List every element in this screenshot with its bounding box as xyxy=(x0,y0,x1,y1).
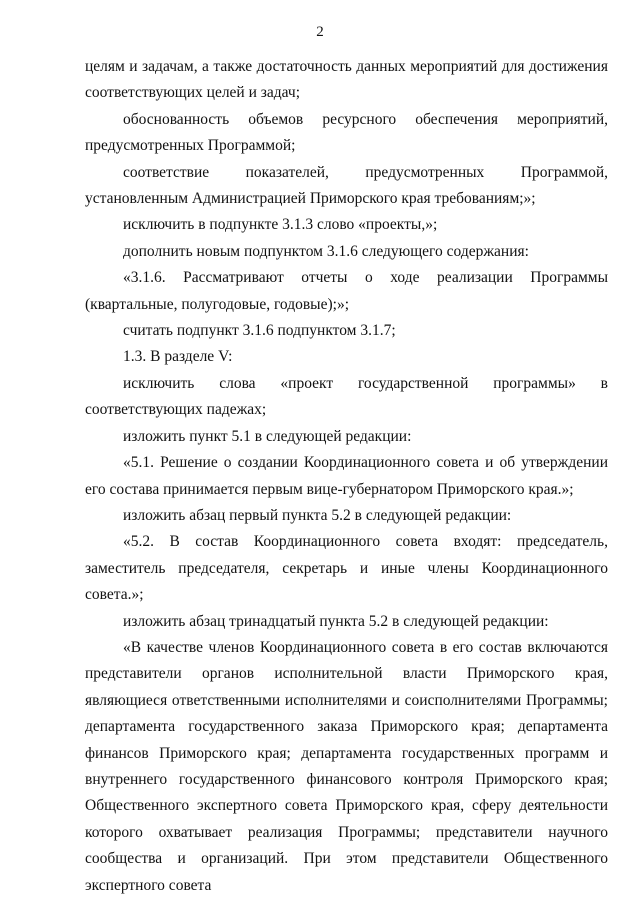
paragraph: изложить абзац тринадцатый пункта 5.2 в следующей редакции: xyxy=(123,612,549,630)
paragraph: «5.2. В состав Координационного совета входят: председатель, заместитель председателя, секретарь и иные члены Координационного совета.»; xyxy=(85,533,608,604)
section-heading: 1.3. В разделе V: xyxy=(123,348,233,366)
paragraph: «В качестве членов Координационного совета в его состав включаются представители органов исполнительной власти Приморского края, являющиеся ответственными исполнителями и соисполнителями Программы; департамента государственного заказа Приморского края; департамента финансов Приморского края; департамента государственных программ и внутреннего государственного финансового контроля Приморского края; Общественного экспертного совета Приморского края, сферу деятельности которого охватывает реализация Программы; представители научного сообщества и организаций. При этом представители Общественного экспертного совета xyxy=(85,638,608,894)
paragraph: дополнить новым подпунктом 3.1.6 следующего содержания: xyxy=(123,242,529,260)
paragraph: соответствие показателей, предусмотренных Программой, установленным Администрацией Приморского края требованиям;»; xyxy=(85,163,608,208)
paragraph: изложить пункт 5.1 в следующей редакции: xyxy=(123,427,412,445)
paragraph: целям и задачам, а также достаточность данных мероприятий для достижения соответствующих целей и задач; xyxy=(85,58,608,102)
paragraph: изложить абзац первый пункта 5.2 в следующей редакции: xyxy=(123,506,512,524)
paragraph: исключить в подпункте 3.1.3 слово «проекты,»; xyxy=(123,216,438,234)
page-number: 2 xyxy=(316,24,324,40)
paragraph: «3.1.6. Рассматривают отчеты о ходе реализации Программы (квартальные, полугодовые, годовые);»; xyxy=(85,269,608,313)
paragraph: считать подпункт 3.1.6 подпунктом 3.1.7; xyxy=(123,322,396,340)
document-body xyxy=(85,54,608,899)
paragraph: «5.1. Решение о создании Координационного совета и об утверждении его состава принимается первым вице-губернатором Приморского края.»; xyxy=(85,454,608,498)
paragraph: исключить слова «проект государственной программы» в соответствующих падежах; xyxy=(85,374,608,419)
paragraph: обоснованность объемов ресурсного обеспечения мероприятий, предусмотренных Программой; xyxy=(85,110,608,155)
